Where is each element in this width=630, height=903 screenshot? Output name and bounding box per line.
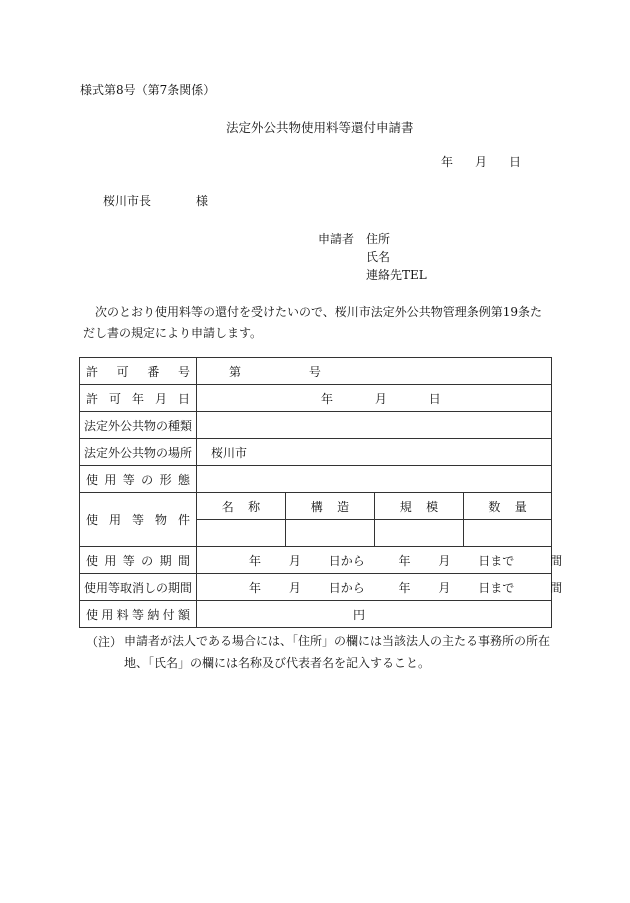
cancel-period-year2: 年: [398, 580, 411, 595]
permit-date-month: 月: [374, 391, 387, 406]
objects-label: [86, 511, 190, 528]
label-char: 件: [177, 513, 190, 527]
label-char: 用: [104, 472, 117, 487]
label-char: 額: [177, 607, 190, 622]
applicant-tel-label: 連絡先TEL: [366, 268, 427, 282]
permit-date-year: 年: [321, 391, 334, 406]
row-use-period: [80, 547, 552, 574]
addressee-honorific: 様: [196, 194, 209, 208]
cancel-period-month2: 月: [438, 580, 451, 595]
fee-field[interactable]: [197, 601, 552, 628]
row-permit-date: [80, 385, 552, 412]
use-period-duration: 間: [550, 553, 563, 568]
objects-quantity-field[interactable]: [464, 520, 552, 547]
form-of-use-field[interactable]: [197, 466, 552, 493]
label-char: 月: [154, 391, 167, 406]
label-char: 物: [154, 513, 167, 527]
row-objects-header: [80, 493, 552, 520]
label-char: 間: [177, 553, 190, 568]
row-permit-number: [80, 358, 552, 385]
applicant-label: 申請者: [318, 232, 355, 246]
objects-header-quantity: 数量: [464, 493, 552, 520]
label-char: 態: [177, 472, 190, 487]
label-char: 付: [162, 607, 175, 622]
label-char: 使: [86, 553, 99, 568]
date-year-label: 年: [441, 155, 454, 169]
label-char: 期: [159, 553, 172, 568]
application-table: [79, 357, 563, 628]
document-title: 法定外公共物使用料等還付申請書: [226, 120, 414, 135]
use-period-until: 日まで: [478, 553, 515, 568]
label-char: の: [141, 472, 154, 487]
label-char: 年: [131, 391, 144, 406]
intro-text: 次のとおり使用料等の還付を受けたいので、桜川市法定外公共物管理条例第19条ただし書の規定により申請します。: [83, 305, 543, 340]
location-label: 法定外公共物の場所: [80, 439, 197, 466]
use-period-field[interactable]: [197, 547, 563, 574]
row-fee: [80, 601, 552, 628]
form-of-use-label: [86, 471, 190, 488]
cancel-period-month1: 月: [288, 580, 301, 595]
objects-header-name: 名称: [197, 493, 286, 520]
permit-number-prefix: 第: [229, 364, 242, 379]
addressee-mayor: 桜川市長: [103, 194, 152, 208]
label-char: 納: [147, 607, 160, 622]
objects-name-field[interactable]: [197, 520, 286, 547]
objects-header-structure: 構造: [286, 493, 375, 520]
permit-date-day: 日: [428, 391, 441, 406]
applicant-name-label: 氏名: [366, 250, 391, 264]
row-cancel-period: [80, 574, 552, 601]
row-type: [80, 412, 552, 439]
objects-header-scale: 規模: [375, 493, 464, 520]
objects-scale-field[interactable]: [375, 520, 464, 547]
permit-date-label: [86, 390, 190, 407]
permit-number-field[interactable]: [197, 358, 552, 385]
cancel-period-label: 使用等取消しの期間: [80, 574, 197, 601]
label-char: 可: [108, 391, 121, 406]
label-char: 可: [116, 364, 129, 379]
label-char: 料: [116, 607, 129, 622]
objects-structure-field[interactable]: [286, 520, 375, 547]
label-char: 使: [86, 472, 99, 487]
applicant-address-label: 住所: [366, 232, 391, 246]
note-prefix: （注）: [86, 635, 123, 649]
date-month-label: 月: [474, 155, 487, 169]
type-field[interactable]: [197, 412, 552, 439]
type-label: 法定外公共物の種類: [80, 412, 197, 439]
label-char: 許: [86, 391, 99, 406]
label-char: 形: [159, 472, 172, 487]
note-text: 申請者が法人である場合には、「住所」の欄には当該法人の主たる事務所の所在地、「氏名」の欄には名称及び代表者名を記入すること。: [124, 634, 551, 670]
label-char: 使: [86, 607, 99, 622]
use-period-from: 日から: [328, 553, 365, 568]
label-char: 等: [131, 607, 144, 622]
location-value: 桜川市: [211, 445, 248, 460]
label-char: 使: [86, 513, 99, 527]
row-location: [80, 439, 552, 466]
row-form-of-use: [80, 466, 552, 493]
cancel-period-duration: 間: [550, 580, 563, 595]
note: [86, 630, 556, 674]
label-char: 用: [101, 607, 114, 622]
location-field[interactable]: [197, 439, 552, 466]
fee-label: [86, 606, 190, 623]
use-period-month2: 月: [438, 553, 451, 568]
label-char: 等: [122, 472, 135, 487]
use-period-year1: 年: [249, 553, 262, 568]
form-number: 様式第8号（第7条関係）: [80, 83, 216, 97]
label-char: 用: [108, 513, 121, 527]
label-char: 等: [122, 553, 135, 568]
cancel-period-until: 日まで: [478, 580, 515, 595]
label-char: 許: [86, 364, 99, 379]
label-char: の: [141, 553, 154, 568]
label-char: 等: [131, 513, 144, 527]
label-char: 号: [177, 364, 190, 379]
cancel-period-field[interactable]: [197, 574, 563, 601]
permit-number-label: [86, 363, 190, 380]
cancel-period-year1: 年: [249, 580, 262, 595]
permit-date-field[interactable]: [197, 385, 552, 412]
cancel-period-from: 日から: [328, 580, 365, 595]
use-period-year2: 年: [398, 553, 411, 568]
use-period-label: [86, 552, 190, 569]
submission-date: [441, 155, 521, 169]
permit-number-label-cell: [80, 358, 197, 385]
fee-unit: 円: [353, 607, 366, 622]
label-char: 番: [147, 364, 160, 379]
label-char: 日: [177, 391, 190, 406]
use-period-month1: 月: [288, 553, 301, 568]
date-day-label: 日: [508, 155, 521, 169]
label-char: 用: [104, 553, 117, 568]
permit-number-suffix: 号: [308, 364, 321, 379]
